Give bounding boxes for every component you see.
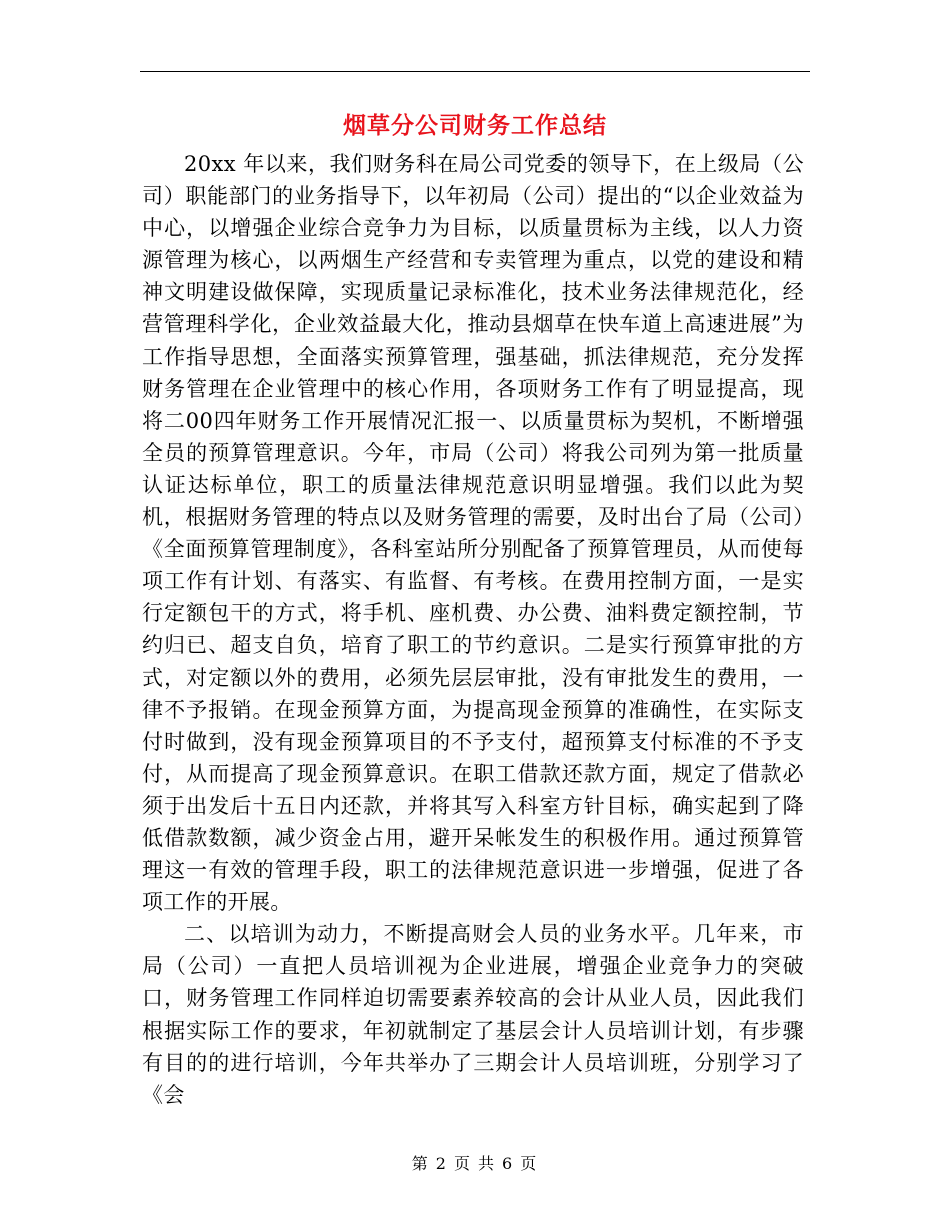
header-rule — [140, 71, 810, 72]
document-body — [142, 148, 804, 1111]
footer-total-word: 共 — [478, 1154, 497, 1173]
page-footer — [0, 1152, 950, 1176]
footer-prefix: 第 — [411, 1154, 430, 1173]
document-title: 烟草分公司财务工作总结 — [343, 112, 607, 139]
footer-suffix: 页 — [520, 1154, 539, 1173]
footer-page-word: 页 — [453, 1154, 472, 1173]
paragraph-2: 二、以培训为动力，不断提高财会人员的业务水平。几年来，市局（公司）一直把人员培训视为企业进展，增强企业竞争力的突破口，财务管理工作同样迫切需要素养较高的会计从业人员，因此我们根据实际工作的要求，年初就制定了基层会计人员培训计划，有步骤有目的的进行培训，今年共举办了三期会计人员培训班，分别学习了《会 — [142, 922, 804, 1107]
paragraph-1: 20xx 年以来，我们财务科在局公司党委的领导下，在上级局（公司）职能部门的业务指导下，以年初局（公司）提出的“以企业效益为中心，以增强企业综合竞争力为目标，以质量贯标为主线，以人力资源管理为核心，以两烟生产经营和专卖管理为重点，以党的建设和精神文明建设做保障，实现质量记录标准化，技术业务法律规范化，经营管理科学化，企业效益最大化，推动县烟草在快车道上高速进展”为工作指导思想，全面落实预算管理，强基础，抓法律规范，充分发挥财务管理在企业管理中的核心作用，各项财务工作有了明显提高，现将二00四年财务工作开展情况汇报一、以质量贯标为契机，不断增强全员的预算管理意识。今年，市局（公司）将我公司列为第一批质量认证达标单位，职工的质量法律规范意识明显增强。我们以此为契机，根据财务管理的特点以及财务管理的需要，及时出台了局（公司）《全面预算管理制度》，各科室站所分别配备了预算管理员，从而使每项工作有计划、有落实、有监督、有考核。在费用控制方面，一是实行定额包干的方式，将手机、座机费、办公费、油料费定额控制，节约归已、超支自负，培育了职工的节约意识。二是实行预算审批的方式，对定额以外的费用，必须先层层审批，没有审批发生的费用，一律不予报销。在现金预算方面，为提高现金预算的准确性，在实际支付时做到，没有现金预算项目的不予支付，超预算支付标准的不予支付，从而提高了现金预算意识。在职工借款还款方面，规定了借款必须于出发后十五日内还款，并将其写入科室方针目标，确实起到了降低借款数额，减少资金占用，避开呆帐发生的积极作用。通过预算管理这一有效的管理手段，职工的法律规范意识进一步增强，促进了各项工作的开展。 — [142, 152, 804, 915]
footer-total-pages: 6 — [502, 1154, 515, 1173]
footer-page-number: 2 — [435, 1154, 448, 1173]
